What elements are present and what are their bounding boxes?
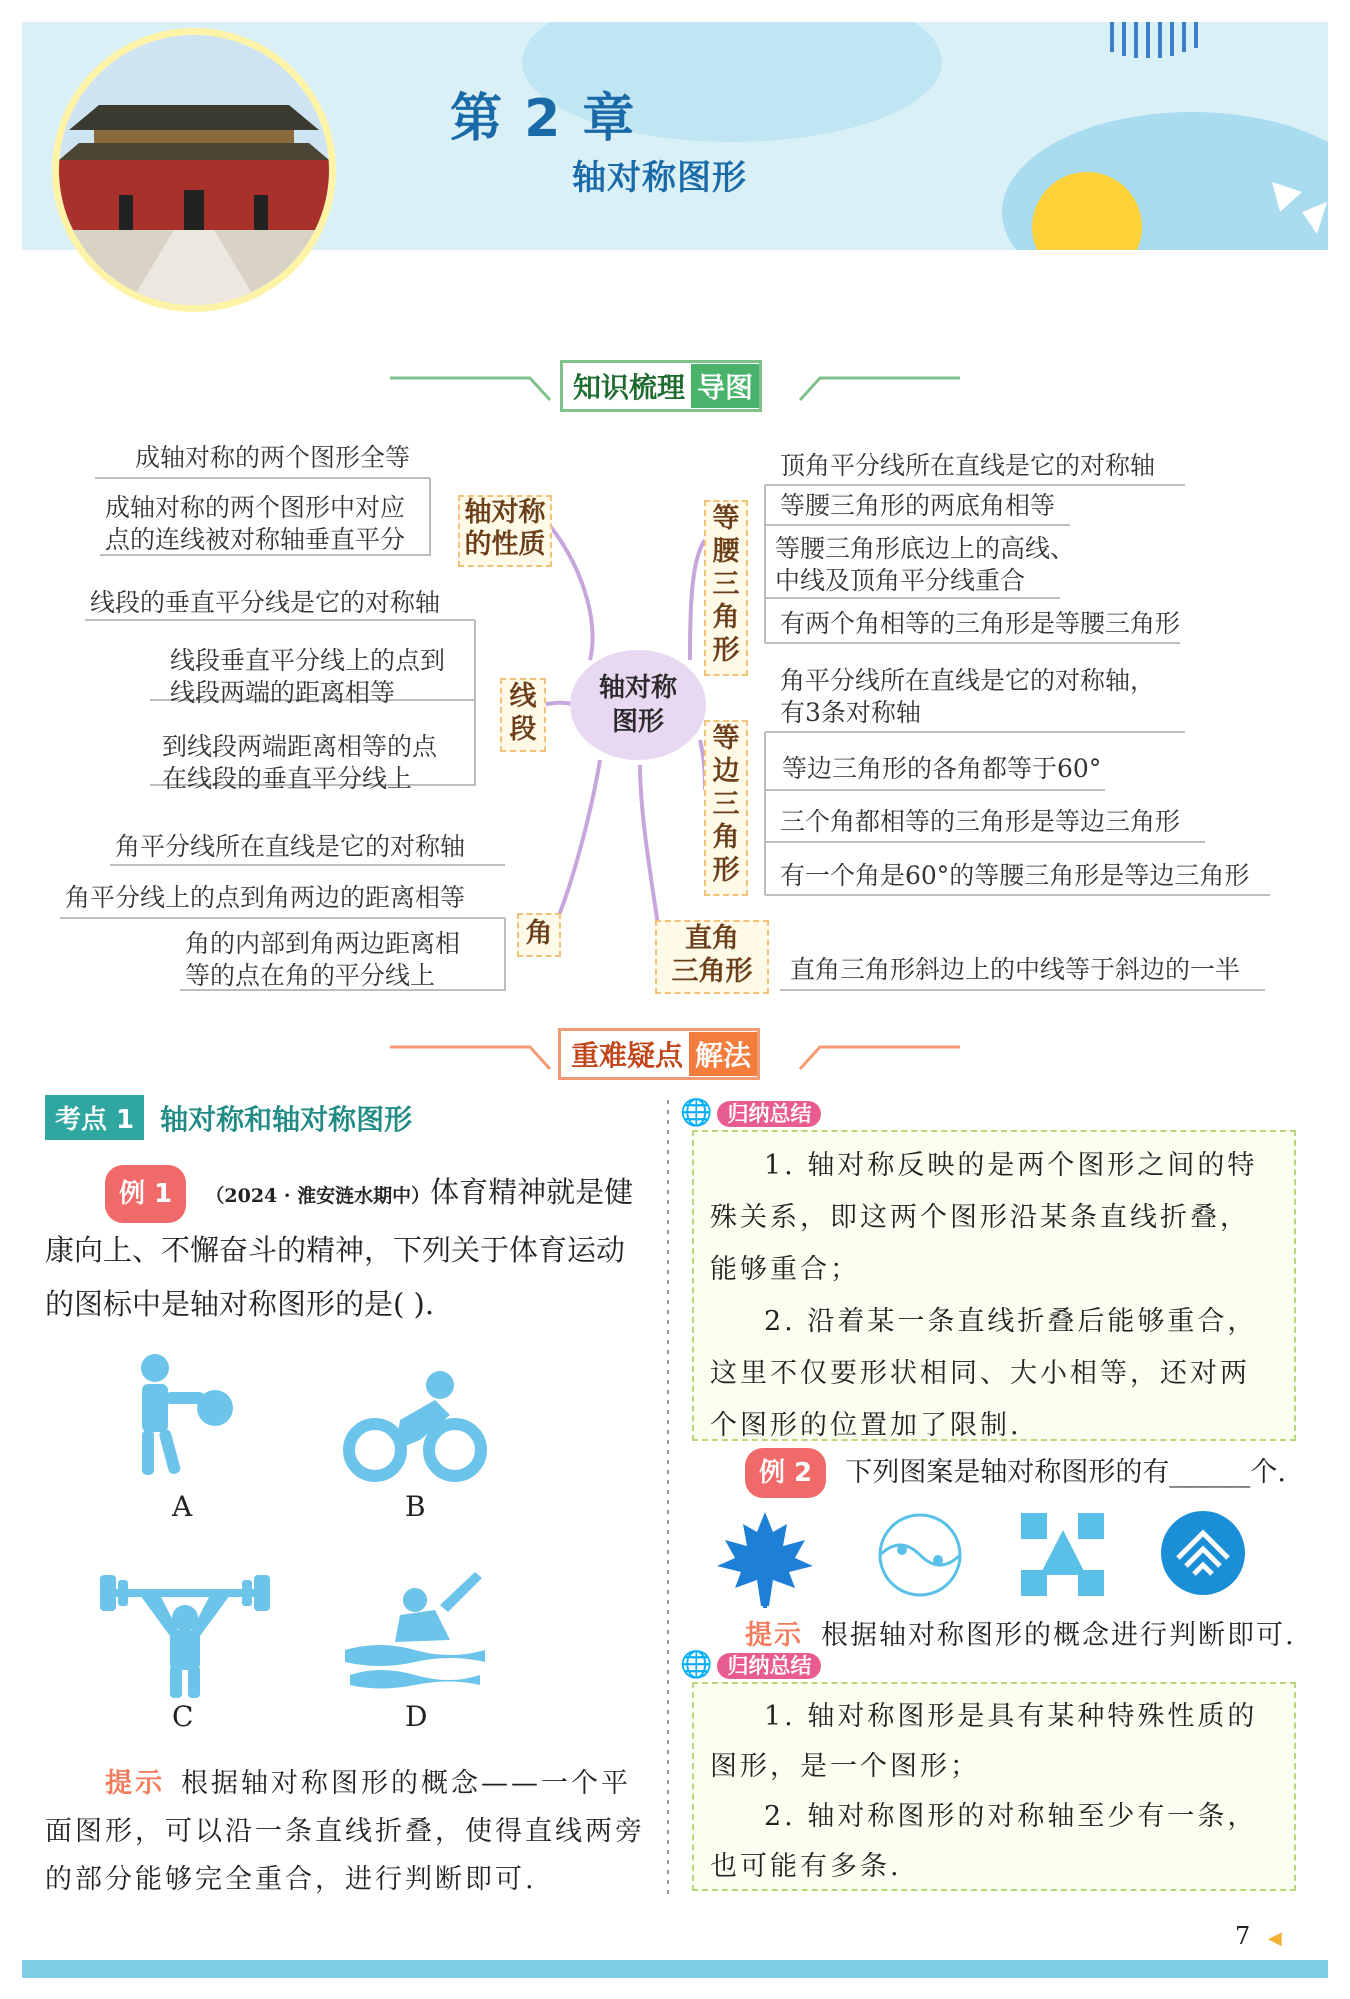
mindmap-branch-label: 线 段 — [500, 678, 546, 752]
hint-label: 提示 — [105, 1768, 165, 1799]
example2-block — [745, 1448, 1305, 1498]
squares-triangle-icon[interactable] — [1018, 1510, 1108, 1600]
mindmap-leaf: 成轴对称的两个图形中对应 点的连线被对称轴垂直平分 — [105, 493, 406, 554]
hint-text: 根据轴对称图形的概念进行判断即可. — [821, 1620, 1296, 1651]
mindmap-leaf: 三个角都相等的三角形是等边三角形 — [780, 807, 1181, 836]
mindmap-leaf: 直角三角形斜边上的中线等于斜边的一半 — [790, 955, 1241, 984]
page-number-text: 7 — [1235, 1922, 1251, 1950]
option-b-cycling-icon[interactable] — [340, 1365, 490, 1485]
example2-text: 下列图案是轴对称图形的有______个. — [845, 1457, 1286, 1488]
globe-icon: 🌐 — [680, 1650, 713, 1680]
summary2-header — [680, 1650, 821, 1680]
summary1-header — [680, 1098, 821, 1128]
example1-source: （2024 · 淮安涟水期中） — [205, 1185, 431, 1207]
option-b-label: B — [405, 1490, 426, 1523]
kaodian-title: 轴对称和轴对称图形 — [160, 1102, 413, 1136]
summary1-p1: 1. 轴对称反映的是两个图形之间的特殊关系，即这两个图形沿某条直线折叠，能够重合； — [710, 1150, 1258, 1285]
example1-hint — [45, 1760, 645, 1904]
page-number — [1235, 1922, 1282, 1950]
mindmap-leaf: 有一个角是60°的等腰三角形是等边三角形 — [780, 861, 1250, 890]
kaodian-tag: 考点 1 — [45, 1095, 144, 1140]
hint-label: 提示 — [745, 1620, 803, 1651]
mindmap-branch-label: 角 — [517, 913, 561, 957]
summary2-content — [694, 1684, 1294, 1892]
footer-band — [22, 1960, 1328, 1978]
option-a-boxing-icon[interactable] — [120, 1350, 240, 1480]
mindmap-leaf: 线段垂直平分线上的点到 线段两端的距离相等 — [170, 646, 446, 707]
mindmap-branch-label: 等 腰 三 角 形 — [704, 500, 748, 676]
option-d-kayak-icon[interactable] — [340, 1570, 490, 1700]
summary2-p2: 2. 轴对称图形的对称轴至少有一条，也可能有多条. — [710, 1801, 1258, 1882]
example2-hint — [745, 1613, 1296, 1652]
summary1-tag: 归纳总结 — [717, 1101, 821, 1127]
example2-tag: 例 2 — [745, 1448, 826, 1498]
banner-highlight: 导图 — [691, 364, 759, 408]
mindmap-leaf: 等边三角形的各角都等于60° — [782, 754, 1102, 783]
china-mobile-logo-icon[interactable] — [1158, 1508, 1248, 1598]
summary1-content — [694, 1132, 1294, 1452]
mindmap-leaf: 等腰三角形的两底角相等 — [780, 491, 1056, 520]
mindmap-center-node: 轴对称 图形 — [570, 650, 706, 760]
banner-text: 重难疑点 — [571, 1039, 684, 1072]
column-divider — [666, 1100, 670, 1900]
mindmap-leaf: 角平分线所在直线是它的对称轴 — [115, 832, 466, 861]
option-c-weightlifting-icon[interactable] — [100, 1570, 270, 1700]
example1-text-first: 体育精神就是健 — [430, 1175, 634, 1209]
example1-block — [45, 1165, 645, 1331]
mindmap-leaf: 角平分线所在直线是它的对称轴， 有3条对称轴 — [780, 666, 1156, 727]
mindmap-leaf: 角平分线上的点到角两边的距离相等 — [65, 883, 466, 912]
mindmap-branch-label: 等 边 三 角 形 — [704, 720, 748, 896]
mindmap-leaf: 顶角平分线所在直线是它的对称轴 — [780, 451, 1156, 480]
mindmap-leaf: 线段的垂直平分线是它的对称轴 — [90, 588, 441, 617]
globe-icon: 🌐 — [680, 1098, 713, 1128]
mindmap-leaf: 成轴对称的两个图形全等 — [135, 443, 411, 472]
mindmap-leaf: 有两个角相等的三角形是等腰三角形 — [780, 609, 1181, 638]
option-c-label: C — [172, 1700, 194, 1733]
hint-text: 根据轴对称图形的概念——一个平面图形，可以沿一条直线折叠，使得直线两旁的部分能够完全重合，进行判断即可. — [45, 1768, 645, 1895]
mindmap-leaf: 等腰三角形底边上的高线、 中线及顶角平分线重合 — [775, 534, 1076, 595]
summary2-tag: 归纳总结 — [717, 1653, 821, 1679]
example1-text-rest: 康向上、不懈奋斗的精神，下列关于体育运动的图标中是轴对称图形的是( ). — [45, 1233, 626, 1321]
option-d-label: D — [405, 1700, 428, 1733]
mindmap-leaf: 到线段两端距离相等的点 在线段的垂直平分线上 — [162, 732, 438, 793]
banner-text: 知识梳理 — [573, 371, 686, 404]
mindmap-branch-label: 轴对称 的性质 — [458, 495, 552, 567]
summary1-p2: 2. 沿着某一条直线折叠后能够重合，这里不仅要形状相同、大小相等，还对两个图形的位置加了限制. — [710, 1306, 1258, 1441]
triangle-left-icon: ◀ — [1267, 1928, 1282, 1949]
section-banner-difficult — [558, 1028, 760, 1080]
summary2-p1: 1. 轴对称图形是具有某种特殊性质的图形，是一个图形； — [710, 1701, 1258, 1782]
maple-leaf-icon[interactable] — [715, 1510, 815, 1610]
banner-highlight: 解法 — [689, 1032, 757, 1076]
example1-tag: 例 1 — [105, 1165, 186, 1223]
summary2-box — [692, 1682, 1296, 1891]
summary1-box — [692, 1130, 1296, 1441]
yin-yang-icon[interactable] — [875, 1510, 965, 1600]
option-a-label: A — [172, 1490, 193, 1523]
mindmap-leaf: 角的内部到角两边距离相 等的点在角的平分线上 — [185, 929, 461, 990]
chapter-title: 第 2 章 — [450, 89, 637, 149]
kaodian-heading — [45, 1095, 412, 1140]
mindmap-branch-label: 直角 三角形 — [655, 920, 769, 994]
chapter-subtitle: 轴对称图形 — [572, 158, 747, 198]
